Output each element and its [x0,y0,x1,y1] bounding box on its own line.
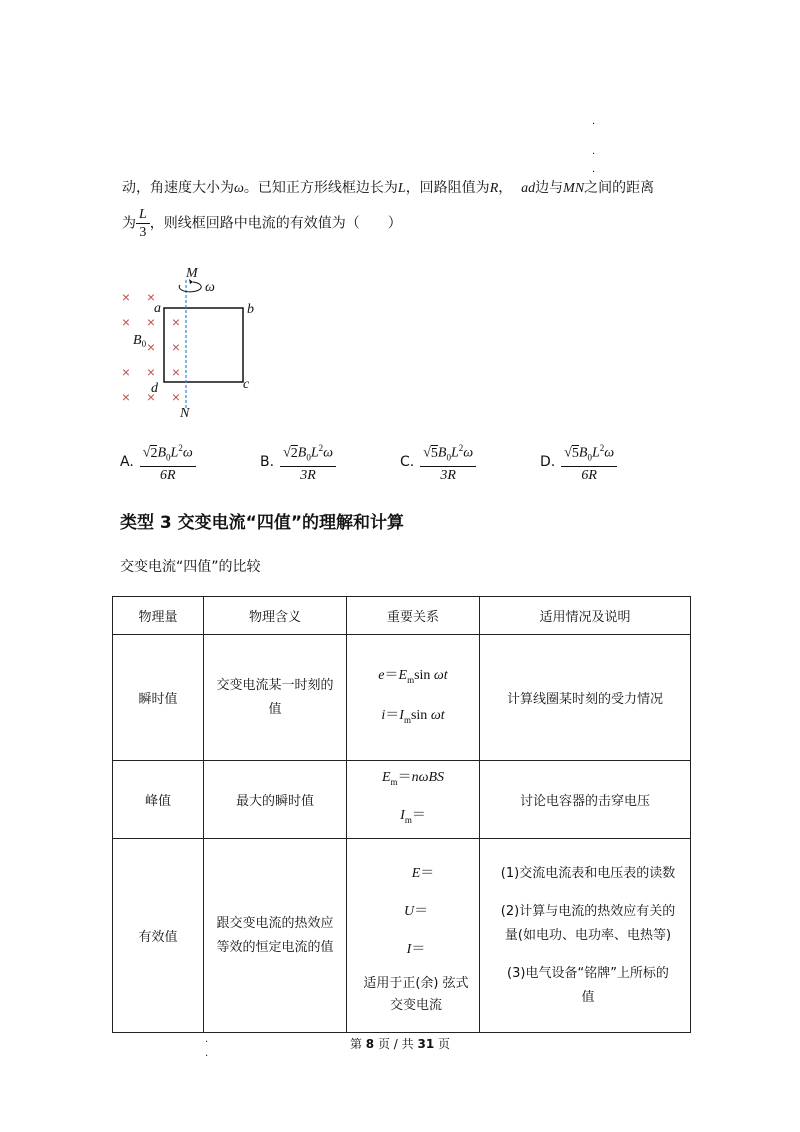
page-footer: 第 8 页 / 共 31 页 [349,1037,451,1051]
header-cell: 重要关系 [347,597,480,635]
label-N: N [180,406,190,420]
margin-dot: . [205,1048,209,1059]
row-note: (1)交流电流表和电压表的读数 (2)计算与电流的热效应有关的 量(如电功、电功率、电热等) (3)电气设备“铭牌”上所标的 值 [480,839,691,1033]
four-values-table [112,596,691,1033]
problem-line-1: 动，角速度大小为ω。已知正方形线框边长为L，回路阻值为R， ad边与MN之间的距离 [122,180,655,196]
field-cross: × [146,389,156,405]
option-fraction: $\frac{√5B_0L^2\omega}{6R}$ [561,440,617,484]
field-cross: × [121,389,131,405]
row-name: 瞬时值 [113,635,204,761]
option-letter: D. [540,454,556,471]
row-name: 峰值 [113,761,204,839]
field-cross: × [121,314,131,330]
field-cross: × [146,339,156,355]
header-cell: 物理量 [113,597,204,635]
field-cross: × [146,289,156,305]
field-cross: × [146,364,156,380]
table-row [113,839,691,1033]
field-cross: × [171,339,181,355]
answer-options [120,440,680,486]
option-fraction: $\frac{√2B_0L^2\omega}{6R}$ [140,440,196,484]
label-omega: ω [205,280,215,295]
label-B0: $B_0$ [133,333,147,349]
row-meaning: 最大的瞬时值 [204,761,347,839]
row-meaning: 跟交变电流的热效应 等效的恒定电流的值 [204,839,347,1033]
section-heading: 类型 3 交变电流“四值”的理解和计算 [120,513,405,533]
row-relation: E＝ U＝ I＝ 适用于正(余) 弦式 交变电流 [347,839,480,1033]
answer-option[interactable] [260,440,336,484]
row-meaning: 交变电流某一时刻的 值 [204,635,347,761]
option-fraction: $\frac{√5B_0L^2\omega}{3R}$ [420,440,476,484]
answer-option[interactable] [400,440,476,484]
header-cell: 物理含义 [204,597,347,635]
field-cross: × [171,364,181,380]
row-note: 计算线圈某时刻的受力情况 [480,635,691,761]
field-cross: × [171,389,181,405]
row-note: 讨论电容器的击穿电压 [480,761,691,839]
field-cross: × [171,314,181,330]
table-row [113,635,691,761]
margin-dot: . [205,1034,209,1045]
margin-dot: . [592,164,596,175]
row-relation: $E_m=n\omega BS$ $I_m=$ [347,761,480,839]
table-row [113,761,691,839]
label-d: d [151,381,158,396]
answer-option[interactable] [120,440,196,484]
option-letter: B. [260,454,275,471]
magnetic-field-figure [110,260,270,420]
field-cross: × [146,314,156,330]
row-name: 有效值 [113,839,204,1033]
option-letter: C. [400,454,415,471]
field-cross: × [121,364,131,380]
margin-dot: . [592,146,596,157]
table-intro: 交变电流“四值”的比较 [120,559,261,575]
problem-line-2: 为 $\frac{L}{3}$ ，则线框回路中电流的有效值为（ ） [122,207,402,240]
table-header-row [113,597,691,635]
label-b: b [247,302,254,317]
field-cross: × [121,289,131,305]
label-a: a [154,301,161,316]
label-c: c [243,377,250,392]
option-fraction: $\frac{√2B_0L^2\omega}{3R}$ [280,440,336,484]
header-cell: 适用情况及说明 [480,597,691,635]
option-letter: A. [120,454,134,471]
label-M: M [186,266,198,281]
margin-dot: . [592,116,596,127]
row-relation: $e=E_m\sin$ ωt $i=I_m\sin$ ωt [347,635,480,761]
fraction-L-over-3: $\frac{L}{3}$ [136,206,150,241]
answer-option[interactable] [540,440,617,484]
